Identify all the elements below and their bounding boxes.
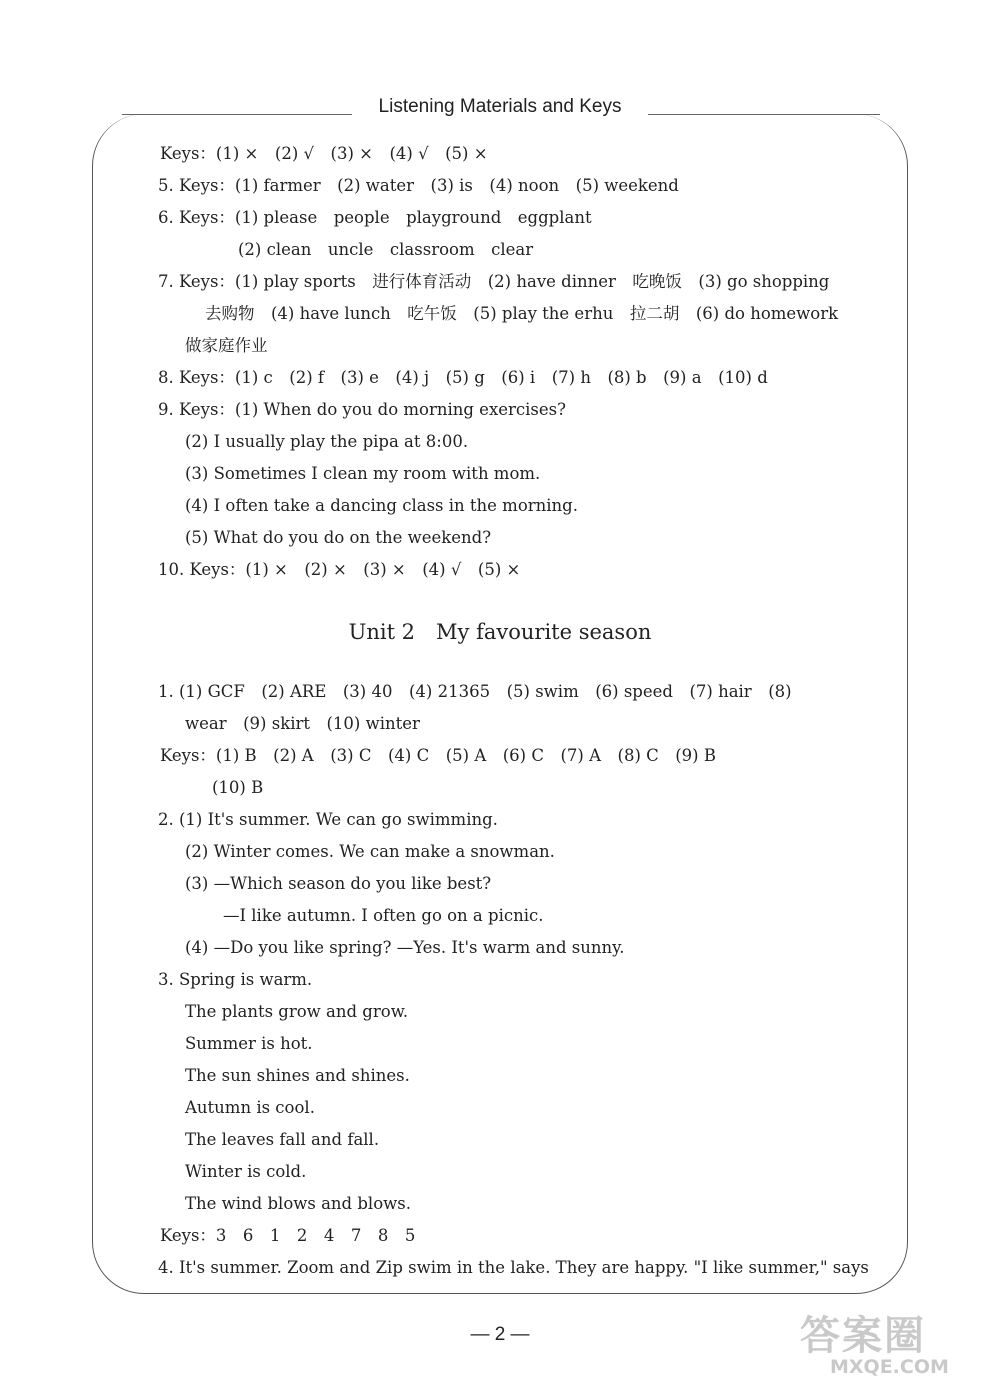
answer-line: 6. Keys：(1) please people playground eggplant: [158, 208, 592, 227]
answer-line: 9. Keys：(1) When do you do morning exercises?: [158, 400, 566, 419]
answer-line: 7. Keys：(1) play sports 进行体育活动 (2) have dinner 吃晚饭 (3) go shopping: [158, 272, 830, 291]
answer-line: (2) I usually play the pipa at 8:00.: [185, 432, 469, 451]
answer-line: (2) clean uncle classroom clear: [238, 240, 534, 259]
answer-line: 10. Keys：(1) × (2) × (3) × (4) √ (5) ×: [158, 560, 521, 579]
answer-line: 4. It's summer. Zoom and Zip swim in the lake. They are happy. "I like summer," says: [158, 1258, 869, 1277]
answer-line: The sun shines and shines.: [185, 1066, 410, 1085]
answer-line: (3) Sometimes I clean my room with mom.: [185, 464, 541, 483]
answer-line: 1. (1) GCF (2) ARE (3) 40 (4) 21365 (5) swim (6) speed (7) hair (8): [158, 682, 792, 701]
answer-line: Winter is cold.: [185, 1162, 307, 1181]
answer-line: 去购物 (4) have lunch 吃午饭 (5) play the erhu 拉二胡 (6) do homework: [205, 304, 839, 323]
answer-line: —I like autumn. I often go on a picnic.: [223, 906, 544, 925]
answer-line: (4) —Do you like spring? —Yes. It's warm and sunny.: [185, 938, 625, 957]
answer-line: (4) I often take a dancing class in the morning.: [185, 496, 578, 515]
answer-line: Autumn is cool.: [185, 1098, 315, 1117]
answer-line: Keys：(1) × (2) √ (3) × (4) √ (5) ×: [160, 144, 488, 163]
answer-line: (10) B: [212, 778, 264, 797]
answer-line: (3) —Which season do you like best?: [185, 874, 492, 893]
watermark-logo: [800, 1304, 990, 1384]
watermark-main: 答案圈: [800, 1313, 926, 1359]
answer-line: Keys：3 6 1 2 4 7 8 5: [160, 1226, 416, 1245]
answer-line: 8. Keys：(1) c (2) f (3) e (4) j (5) g (6) i (7) h (8) b (9) a (10) d: [158, 368, 768, 387]
page-number: — 2 —: [470, 1324, 530, 1345]
answer-line: The leaves fall and fall.: [185, 1130, 380, 1149]
answer-line: The wind blows and blows.: [185, 1194, 411, 1213]
answer-line: 2. (1) It's summer. We can go swimming.: [158, 810, 498, 829]
watermark-sub: MXQE.COM: [830, 1356, 949, 1378]
answer-line: 做家庭作业: [185, 336, 268, 355]
header-title: Listening Materials and Keys: [378, 96, 622, 117]
answer-line: wear (9) skirt (10) winter: [185, 714, 420, 733]
answer-line: 3. Spring is warm.: [158, 970, 313, 989]
answer-line: Keys：(1) B (2) A (3) C (4) C (5) A (6) C (7) A (8) C (9) B: [160, 746, 716, 765]
answer-line: (2) Winter comes. We can make a snowman.: [185, 842, 555, 861]
answer-line: 5. Keys：(1) farmer (2) water (3) is (4) noon (5) weekend: [158, 176, 679, 195]
unit-title: Unit 2 My favourite season: [348, 620, 652, 644]
answer-line: (5) What do you do on the weekend?: [185, 528, 492, 547]
answer-line: The plants grow and grow.: [185, 1002, 409, 1021]
answer-line: Summer is hot.: [185, 1034, 313, 1053]
